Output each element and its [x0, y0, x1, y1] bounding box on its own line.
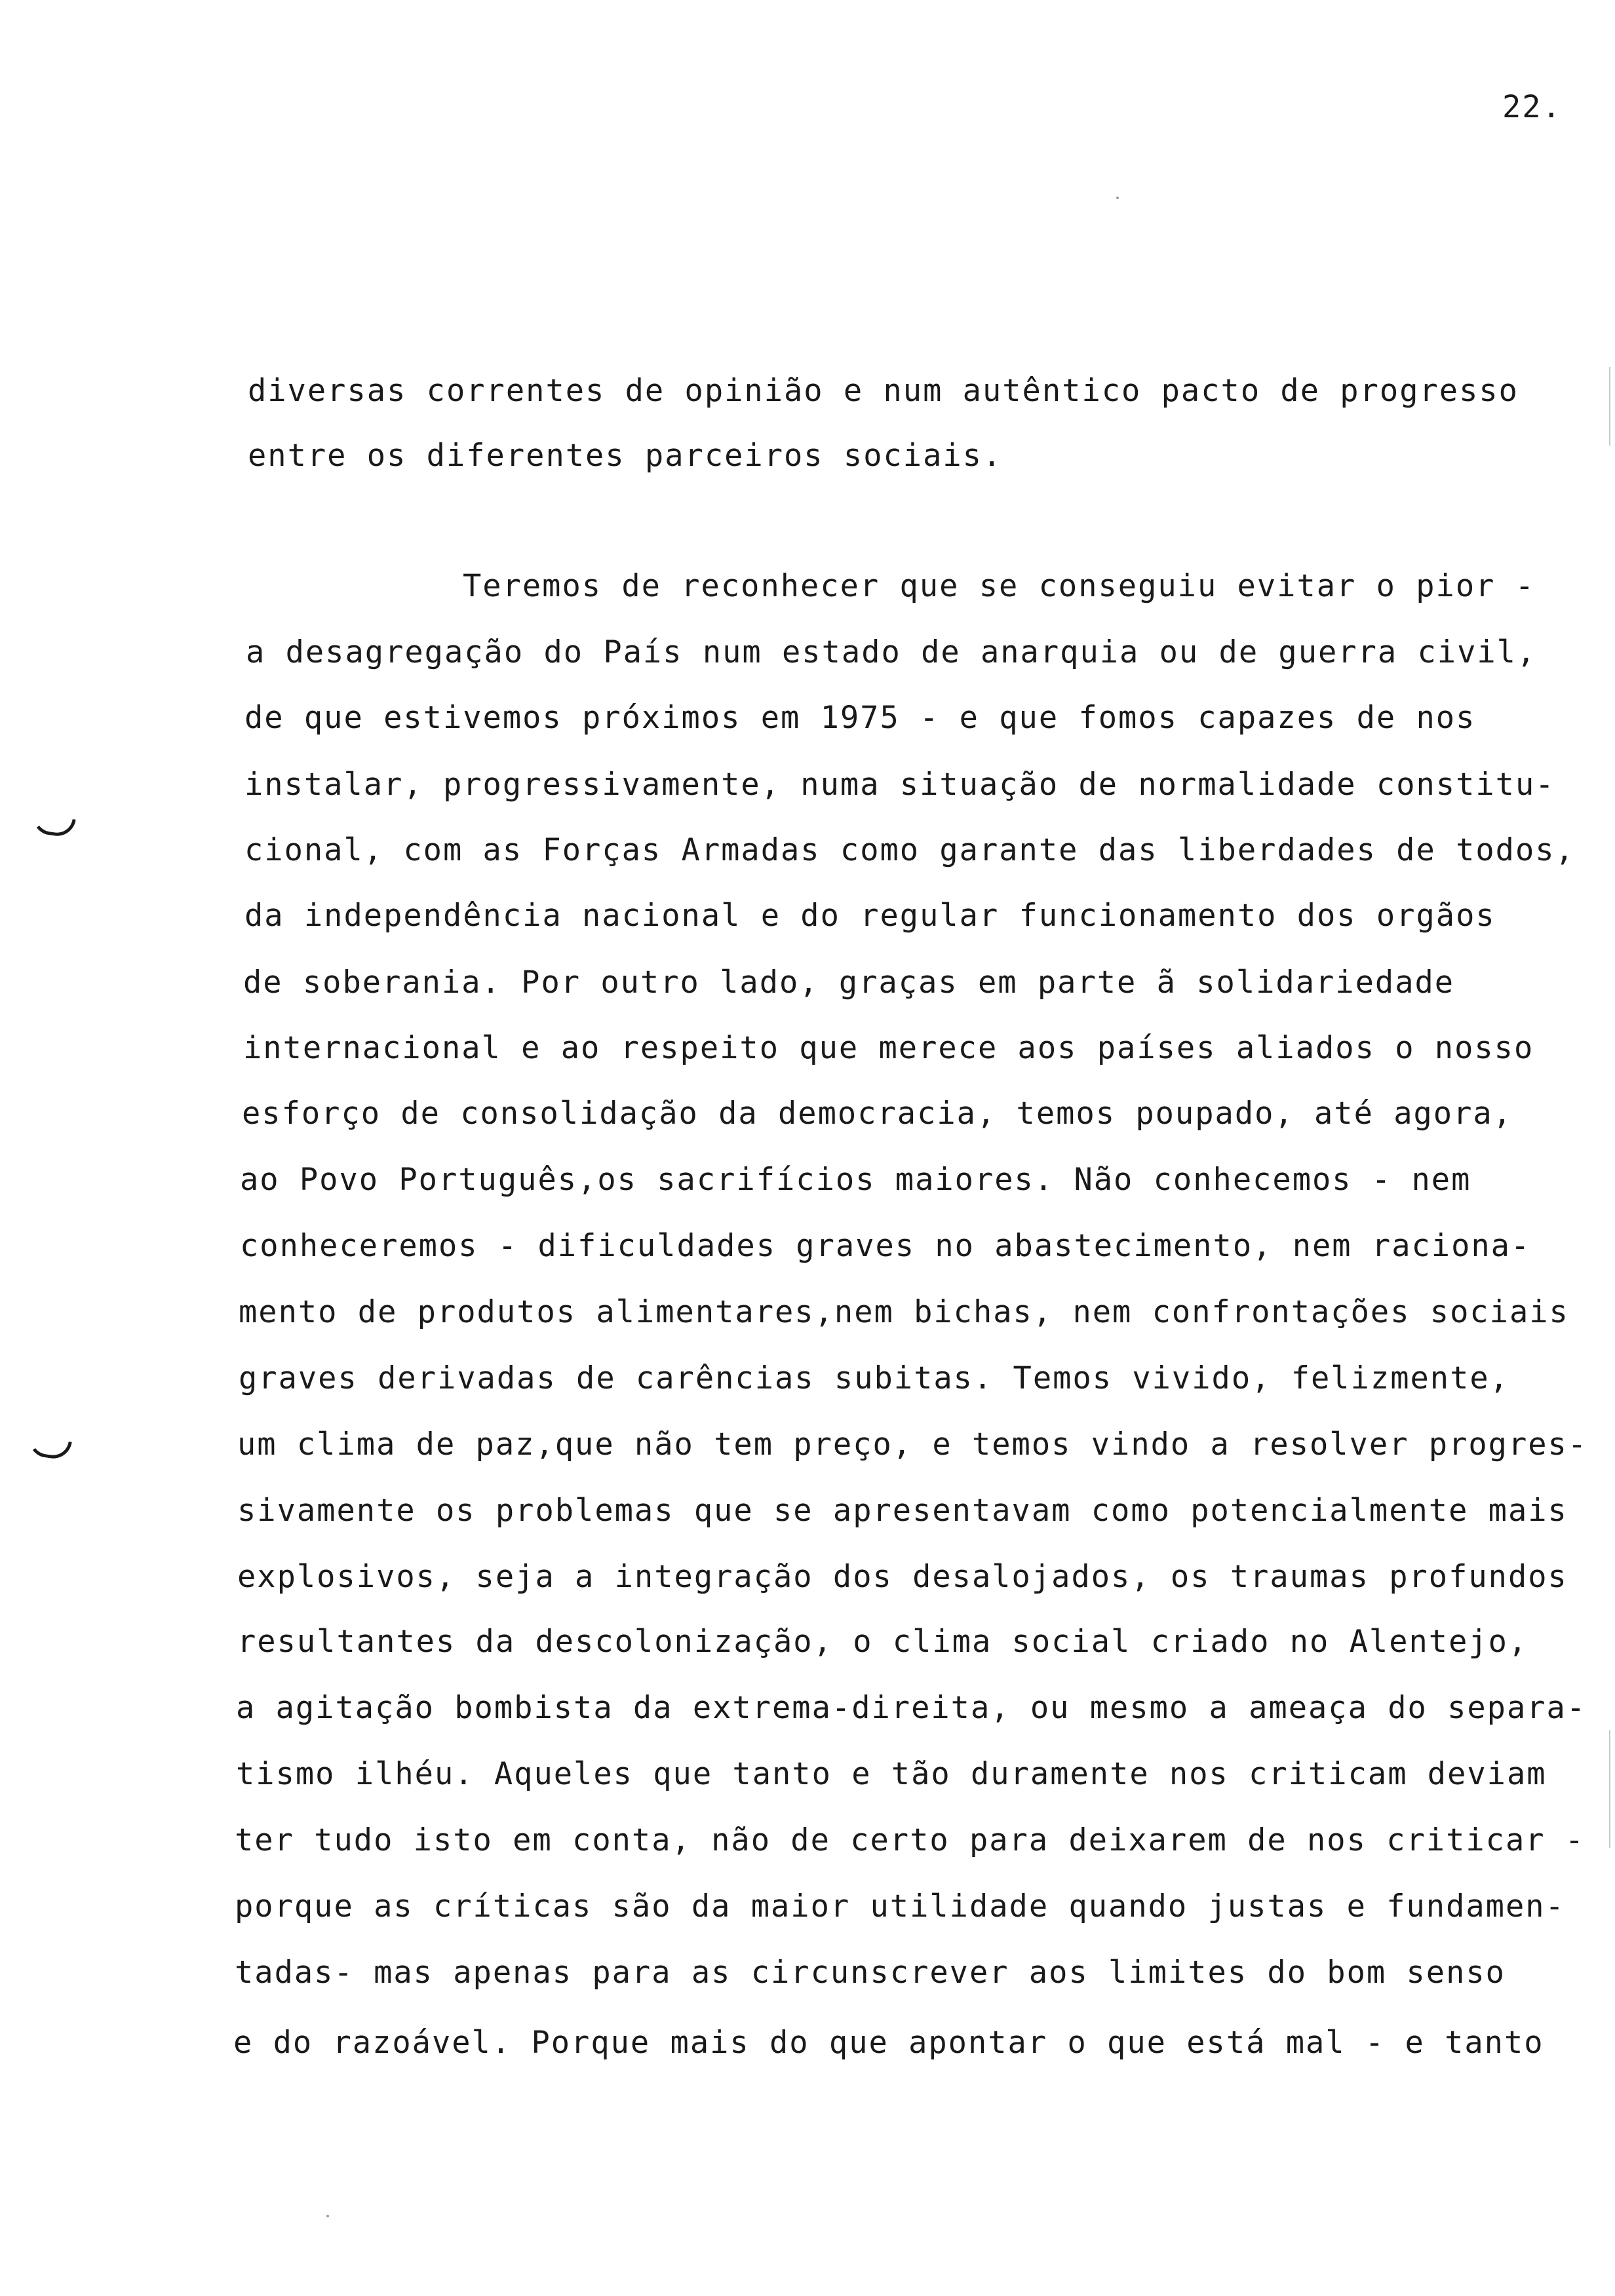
text-line: internacional e ao respeito que merece aos países aliados o nosso [243, 1030, 1534, 1066]
margin-check-mark [26, 1436, 71, 1461]
scan-speck [326, 2215, 329, 2217]
text-line: diversas correntes de opinião e num autêntico pacto de progresso [248, 373, 1519, 409]
text-line: entre os diferentes parceiros sociais. [248, 438, 1003, 474]
page-number: 22. [1502, 89, 1562, 125]
text-line: instalar, progressivamente, numa situação de normalidade constitu- [244, 767, 1555, 803]
text-line: explosivos, seja a integração dos desalojados, os traumas profundos [237, 1559, 1568, 1595]
text-line: esforço de consolidação da democracia, temos poupado, até agora, [242, 1096, 1513, 1132]
text-line: mento de produtos alimentares,nem bichas, nem confrontações sociais [239, 1294, 1569, 1330]
text-line: e do razoável. Porque mais do que apontar o que está mal - e tanto [233, 2025, 1544, 2061]
text-line: da independência nacional e do regular funcionamento dos orgãos [244, 898, 1496, 934]
text-line: um clima de paz,que não tem preço, e temos vindo a resolver progres- [237, 1426, 1588, 1463]
text-line: tadas- mas apenas para as circunscrever aos limites do bom senso [235, 1955, 1506, 1991]
text-line: ter tudo isto em conta, não de certo para deixarem de nos criticar - [235, 1822, 1586, 1858]
text-line: conheceremos - dificuldades graves no abastecimento, nem raciona- [240, 1228, 1531, 1264]
text-line: resultantes da descolonização, o clima social criado no Alentejo, [237, 1624, 1528, 1660]
text-line: Teremos de reconhecer que se conseguiu evitar o pior - [463, 568, 1536, 604]
text-line: sivamente os problemas que se apresentavam como potencialmente mais [237, 1493, 1568, 1529]
text-line: de soberania. Por outro lado, graças em parte ã solidariedade [243, 965, 1455, 1001]
text-line: ao Povo Português,os sacrifícios maiores. Não conhecemos - nem [240, 1162, 1471, 1198]
text-line: tismo ilhéu. Aqueles que tanto e tão duramente nos criticam deviam [236, 1756, 1547, 1792]
page-edge-line [1609, 1730, 1610, 1848]
text-line: graves derivadas de carências subitas. Temos vivido, felizmente, [239, 1360, 1509, 1396]
margin-check-mark [30, 814, 75, 839]
scan-speck [1116, 197, 1119, 199]
text-line: cional, com as Forças Armadas como garante das liberdades de todos, [244, 832, 1575, 868]
page-edge-line [1609, 367, 1610, 446]
text-line: a desagregação do País num estado de anarquia ou de guerra civil, [246, 634, 1537, 670]
text-line: porque as críticas são da maior utilidade quando justas e fundamen- [235, 1888, 1565, 1924]
text-line: a agitação bombista da extrema-direita, ou mesmo a ameaça do separa- [236, 1690, 1587, 1726]
text-line: de que estivemos próximos em 1975 - e que fomos capazes de nos [244, 700, 1476, 736]
